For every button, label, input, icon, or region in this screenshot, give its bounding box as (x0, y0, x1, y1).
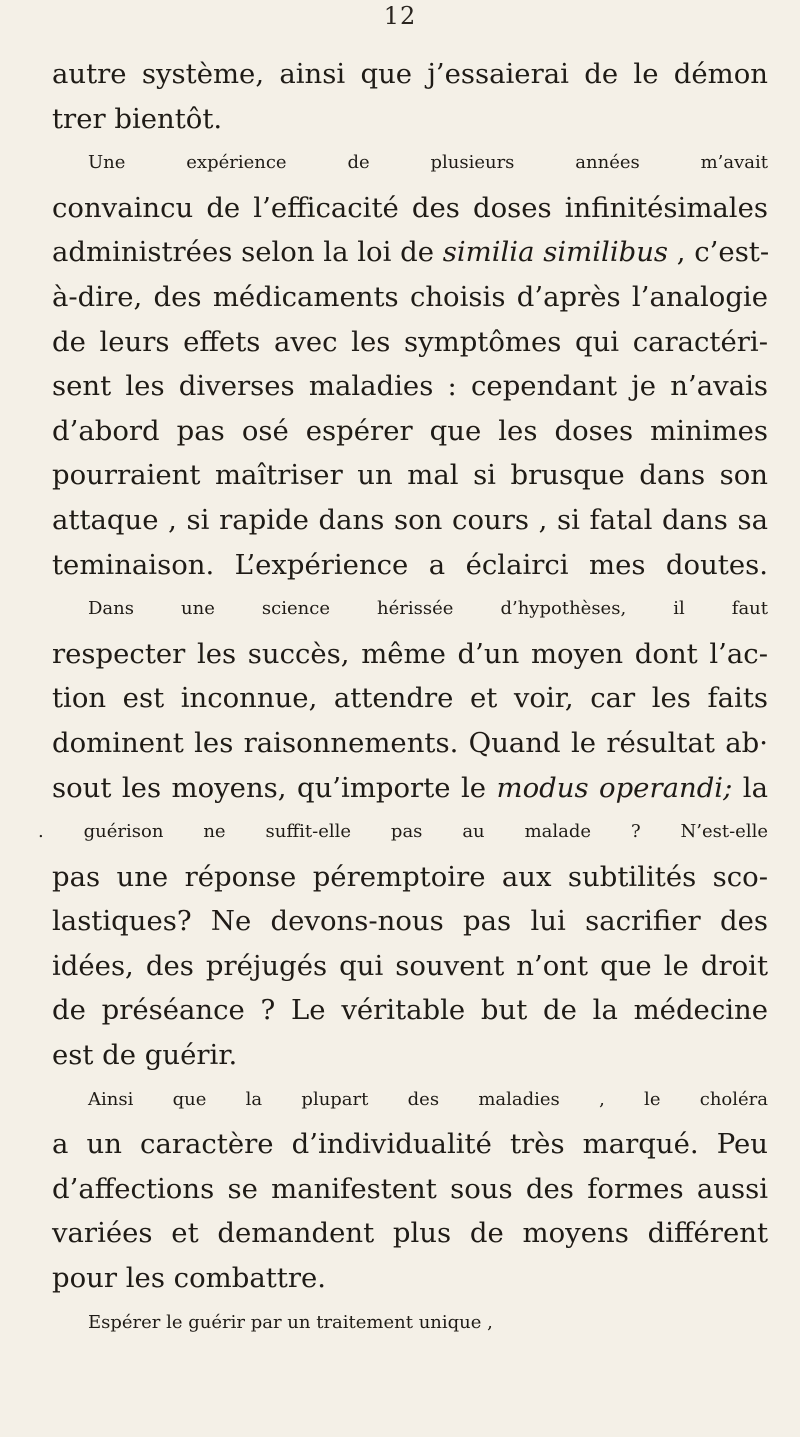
text-line: sent les diverses maladies : cependant je n’avais (52, 370, 768, 403)
text-line: dominent les raisonnements. Quand le résultat ab· (52, 726, 768, 759)
text-line: d’abord pas osé espérer que les doses minimes (52, 414, 768, 447)
text-line: . guérison ne suffit-elle pas au malade ? N’est-elle (38, 821, 768, 843)
text-line: a un caractère d’individualité très marqué. Peu (52, 1128, 768, 1161)
text-line: Espérer le guérir par un traitement unique , (88, 1311, 493, 1333)
text-line: Ainsi que la plupart des maladies , le choléra (88, 1088, 768, 1110)
text-line (52, 230, 768, 275)
text-line: pour les combattre. (52, 1262, 326, 1295)
text-line: de leurs effets avec les symptômes qui caractéri- (52, 325, 768, 358)
text-line: teminaison. L’expérience a éclairci mes doutes. (52, 548, 768, 581)
text-run: administrées selon la loi de (52, 236, 443, 269)
text-line: pas une réponse péremptoire aux subtilités sco- (52, 860, 768, 893)
text-line: autre système, ainsi que j’essaierai de le démon (52, 58, 768, 90)
body-text (38, 52, 770, 1345)
text-line: respecter les succès, même d’un moyen dont l’ac- (52, 637, 768, 670)
page-number: 12 (383, 2, 417, 30)
text-line: trer bientôt. (52, 102, 223, 135)
text-line (52, 766, 768, 811)
text-line: Dans une science hérissée d’hypothèses, il faut (88, 598, 768, 620)
text-line: Une expérience de plusieurs années m’avait (88, 152, 768, 174)
text-line: attaque , si rapide dans son cours , si fatal dans sa (52, 503, 768, 536)
text-line: idées, des préjugés qui souvent n’ont que le droit (52, 949, 768, 982)
text-line: est de guérir. (52, 1039, 238, 1072)
text-line: variées et demandent plus de moyens différent (52, 1217, 768, 1250)
text-line: à-dire, des médicaments choisis d’après l’analogie (52, 280, 768, 313)
text-line: tion est inconnue, attendre et voir, car les faits (52, 682, 768, 715)
italic-phrase: similia similibus (442, 236, 669, 269)
text-line: lastiques? Ne devons-nous pas lui sacrifier des (52, 905, 768, 938)
text-line: convaincu de l’efficacité des doses infinitésimales (52, 191, 768, 224)
text-run: , c’est- (668, 236, 770, 269)
text-line: pourraient maîtriser un mal si brusque dans son (52, 459, 768, 492)
text-run: sout les moyens, qu’importe le (52, 771, 497, 804)
italic-phrase: modus operandi; (496, 771, 733, 804)
text-line: de préséance ? Le véritable but de la médecine (52, 994, 768, 1027)
text-line: d’affections se manifestent sous des formes aussi (52, 1172, 768, 1205)
text-run: la (732, 771, 768, 804)
